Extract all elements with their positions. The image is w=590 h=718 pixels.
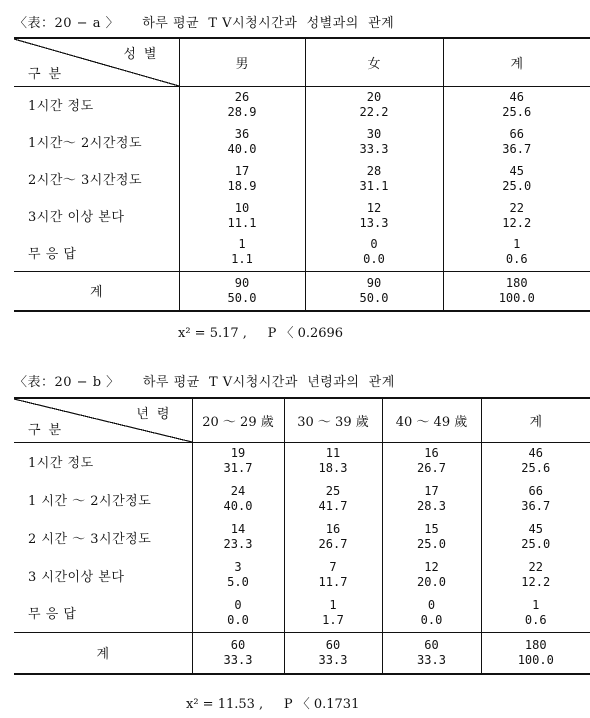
row-label: 1시간 정도 xyxy=(14,86,179,123)
row-label: 3 시간이상 본다 xyxy=(14,556,192,594)
cell: 45 25.0 xyxy=(443,160,590,197)
cell: 26 28.9 xyxy=(179,86,305,123)
cell: 24 40.0 xyxy=(192,480,284,518)
cell: 20 22.2 xyxy=(305,86,443,123)
cell: 1 0.6 xyxy=(443,234,590,271)
table-row xyxy=(14,480,590,518)
table-a-statistic: x² = 5.17 , P 〈 0.2696 xyxy=(178,326,344,341)
cell: 19 31.7 xyxy=(192,442,284,480)
table-row xyxy=(14,556,590,594)
row-label: 1시간 정도 xyxy=(14,442,192,480)
cell: 180 100.0 xyxy=(443,271,590,311)
cell: 17 18.9 xyxy=(179,160,305,197)
cell: 60 33.3 xyxy=(284,632,382,674)
table-row xyxy=(14,594,590,632)
cell: 1 1.7 xyxy=(284,594,382,632)
cell: 12 20.0 xyxy=(382,556,481,594)
cell: 36 40.0 xyxy=(179,123,305,160)
cell: 14 23.3 xyxy=(192,518,284,556)
table-row xyxy=(14,160,590,197)
table-row xyxy=(14,123,590,160)
row-label: 3시간 이상 본다 xyxy=(14,197,179,234)
corner-bottom-label: 구분 xyxy=(28,422,70,438)
table-a-caption: 〈表：20 − a 〉 하루 평균 T V시청시간과 성별과의 관계 xyxy=(14,16,395,31)
cell: 90 50.0 xyxy=(179,271,305,311)
column-header-total: 계 xyxy=(481,398,590,442)
row-label: 2 시간 ～ 3시간정도 xyxy=(14,518,192,556)
cell: 30 33.3 xyxy=(305,123,443,160)
row-label: 1 시간 ～ 2시간정도 xyxy=(14,480,192,518)
column-header-age-40s: 40 ～ 49 歲 xyxy=(382,398,481,442)
cell: 46 25.6 xyxy=(443,86,590,123)
row-label: 1시간～ 2시간정도 xyxy=(14,123,179,160)
cell: 16 26.7 xyxy=(382,442,481,480)
corner-top-label: 성별 xyxy=(123,47,165,62)
total-label: 계 xyxy=(14,271,179,311)
table-total-row xyxy=(14,632,590,674)
cell: 180 100.0 xyxy=(481,632,590,674)
cell: 11 18.3 xyxy=(284,442,382,480)
cell: 0 0.0 xyxy=(382,594,481,632)
cell: 28 31.1 xyxy=(305,160,443,197)
cell: 0 0.0 xyxy=(305,234,443,271)
column-header-female: 女 xyxy=(305,38,443,86)
cell: 22 12.2 xyxy=(481,556,590,594)
table-total-row xyxy=(14,271,590,311)
table-a-corner-header xyxy=(14,38,179,86)
column-header-age-20s: 20 ～ 29 歲 xyxy=(192,398,284,442)
table-a xyxy=(14,37,590,312)
column-header-age-30s: 30 ～ 39 歲 xyxy=(284,398,382,442)
cell: 60 33.3 xyxy=(192,632,284,674)
table-row xyxy=(14,197,590,234)
table-b-corner-header xyxy=(14,398,192,442)
cell: 0 0.0 xyxy=(192,594,284,632)
table-row xyxy=(14,518,590,556)
cell: 1 1.1 xyxy=(179,234,305,271)
table-b-statistic: x² = 11.53 , P 〈 0.1731 xyxy=(186,697,360,712)
cell: 17 28.3 xyxy=(382,480,481,518)
column-header-total: 계 xyxy=(443,38,590,86)
total-label: 계 xyxy=(14,632,192,674)
table-row xyxy=(14,442,590,480)
cell: 16 26.7 xyxy=(284,518,382,556)
cell: 66 36.7 xyxy=(443,123,590,160)
corner-bottom-label: 구분 xyxy=(28,66,70,82)
cell: 25 41.7 xyxy=(284,480,382,518)
cell: 45 25.0 xyxy=(481,518,590,556)
cell: 22 12.2 xyxy=(443,197,590,234)
table-b xyxy=(14,397,590,675)
cell: 90 50.0 xyxy=(305,271,443,311)
corner-top-label: 년령 xyxy=(136,407,178,422)
table-b-caption: 〈表：20 − b 〉 하루 평균 T V시청시간과 년령과의 관계 xyxy=(14,375,395,390)
cell: 12 13.3 xyxy=(305,197,443,234)
row-label: 무 응 답 xyxy=(14,594,192,632)
cell: 46 25.6 xyxy=(481,442,590,480)
cell: 60 33.3 xyxy=(382,632,481,674)
cell: 1 0.6 xyxy=(481,594,590,632)
row-label: 2시간～ 3시간정도 xyxy=(14,160,179,197)
cell: 10 11.1 xyxy=(179,197,305,234)
cell: 15 25.0 xyxy=(382,518,481,556)
table-row xyxy=(14,86,590,123)
cell: 3 5.0 xyxy=(192,556,284,594)
cell: 66 36.7 xyxy=(481,480,590,518)
row-label: 무 응 답 xyxy=(14,234,179,271)
cell: 7 11.7 xyxy=(284,556,382,594)
table-row xyxy=(14,234,590,271)
column-header-male: 男 xyxy=(179,38,305,86)
